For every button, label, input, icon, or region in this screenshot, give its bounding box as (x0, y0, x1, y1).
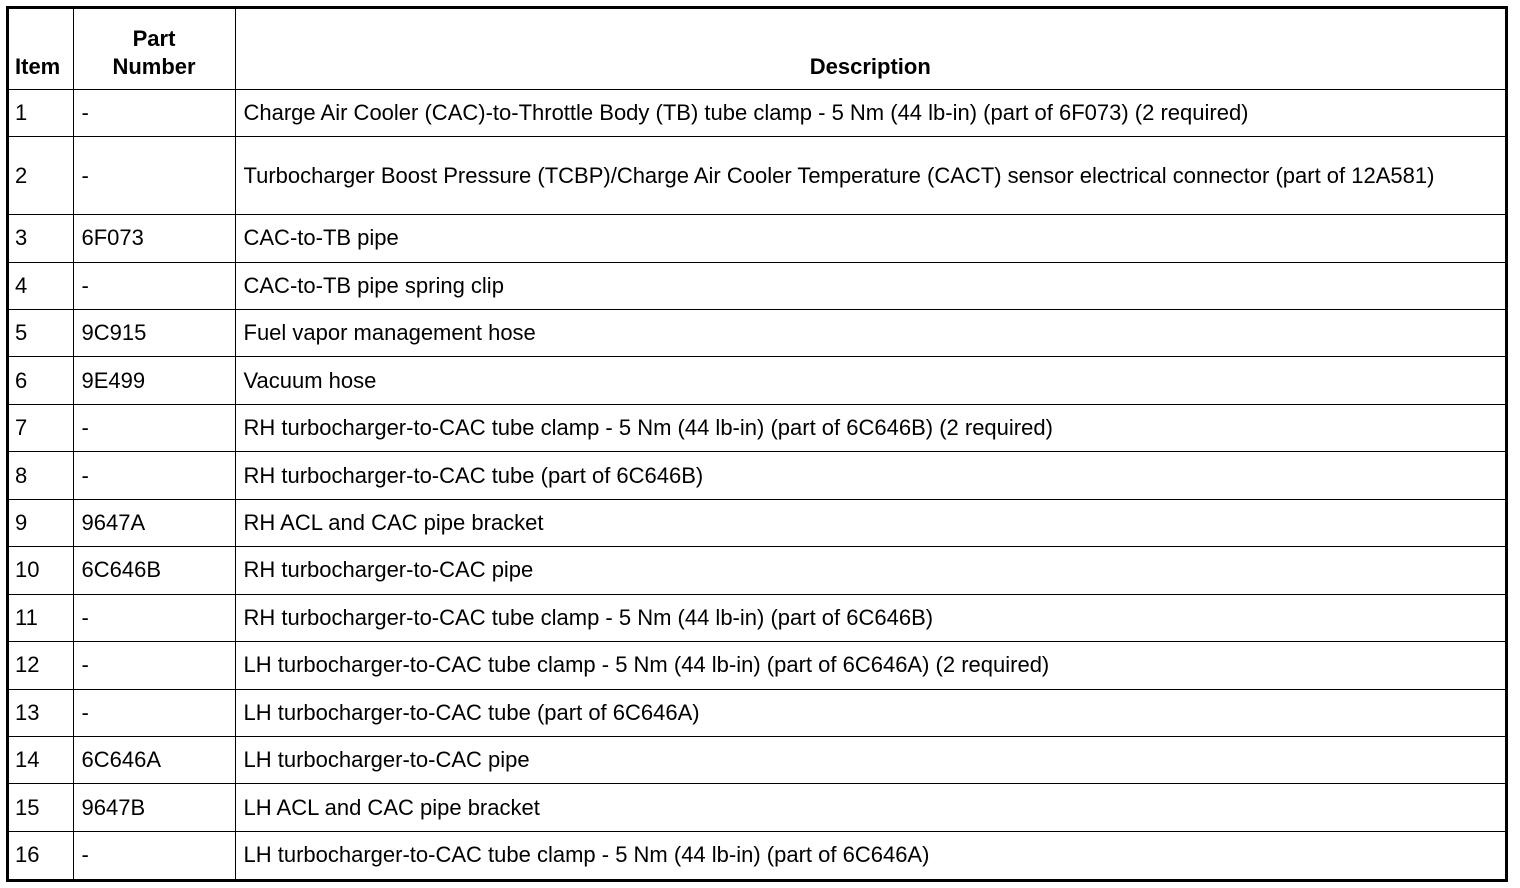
cell-part-number: - (73, 452, 235, 499)
table-row (9, 357, 1505, 404)
cell-item: 13 (9, 689, 73, 736)
cell-description: Turbocharger Boost Pressure (TCBP)/Charge Air Cooler Temperature (CACT) sensor electrical connector (part of 12A581) (235, 137, 1505, 215)
cell-part-number: 9C915 (73, 310, 235, 357)
cell-part-number: - (73, 594, 235, 641)
header-row (9, 9, 1505, 90)
parts-table (9, 9, 1505, 879)
cell-part-number: - (73, 137, 235, 215)
table-row (9, 262, 1505, 309)
cell-item: 12 (9, 642, 73, 689)
cell-part-number: - (73, 404, 235, 451)
cell-item: 15 (9, 784, 73, 831)
table-row (9, 547, 1505, 594)
table-row (9, 594, 1505, 641)
cell-description: LH ACL and CAC pipe bracket (235, 784, 1505, 831)
table-row (9, 137, 1505, 215)
cell-description: Charge Air Cooler (CAC)-to-Throttle Body (TB) tube clamp - 5 Nm (44 lb-in) (part of 6F073) (2 required) (235, 90, 1505, 137)
cell-part-number: 6C646B (73, 547, 235, 594)
cell-description: CAC-to-TB pipe (235, 215, 1505, 262)
cell-item: 4 (9, 262, 73, 309)
cell-description: CAC-to-TB pipe spring clip (235, 262, 1505, 309)
cell-item: 1 (9, 90, 73, 137)
cell-item: 16 (9, 831, 73, 879)
cell-description: RH turbocharger-to-CAC tube clamp - 5 Nm (44 lb-in) (part of 6C646B) (235, 594, 1505, 641)
cell-part-number: - (73, 90, 235, 137)
parts-table-frame (6, 6, 1508, 882)
cell-part-number: 9647B (73, 784, 235, 831)
table-row (9, 736, 1505, 783)
cell-description: LH turbocharger-to-CAC tube clamp - 5 Nm (44 lb-in) (part of 6C646A) (235, 831, 1505, 879)
table-row (9, 404, 1505, 451)
table-row (9, 784, 1505, 831)
header-description: Description (235, 9, 1505, 90)
cell-part-number: - (73, 831, 235, 879)
table-row (9, 499, 1505, 546)
cell-part-number: 6C646A (73, 736, 235, 783)
cell-item: 6 (9, 357, 73, 404)
table-row (9, 452, 1505, 499)
cell-item: 11 (9, 594, 73, 641)
table-row (9, 642, 1505, 689)
cell-part-number: 9E499 (73, 357, 235, 404)
cell-item: 2 (9, 137, 73, 215)
cell-description: RH turbocharger-to-CAC tube clamp - 5 Nm (44 lb-in) (part of 6C646B) (2 required) (235, 404, 1505, 451)
cell-description: LH turbocharger-to-CAC tube clamp - 5 Nm (44 lb-in) (part of 6C646A) (2 required) (235, 642, 1505, 689)
table-row (9, 310, 1505, 357)
header-item: Item (9, 9, 73, 90)
cell-part-number: 9647A (73, 499, 235, 546)
cell-part-number: 6F073 (73, 215, 235, 262)
cell-description: RH ACL and CAC pipe bracket (235, 499, 1505, 546)
cell-description: Vacuum hose (235, 357, 1505, 404)
table-row (9, 689, 1505, 736)
table-row (9, 90, 1505, 137)
cell-item: 3 (9, 215, 73, 262)
cell-item: 5 (9, 310, 73, 357)
table-row (9, 215, 1505, 262)
cell-description: RH turbocharger-to-CAC pipe (235, 547, 1505, 594)
cell-item: 8 (9, 452, 73, 499)
table-row (9, 831, 1505, 879)
cell-description: LH turbocharger-to-CAC pipe (235, 736, 1505, 783)
cell-item: 14 (9, 736, 73, 783)
cell-item: 7 (9, 404, 73, 451)
cell-part-number: - (73, 689, 235, 736)
cell-item: 10 (9, 547, 73, 594)
cell-description: RH turbocharger-to-CAC tube (part of 6C646B) (235, 452, 1505, 499)
cell-part-number: - (73, 642, 235, 689)
cell-description: LH turbocharger-to-CAC tube (part of 6C646A) (235, 689, 1505, 736)
cell-item: 9 (9, 499, 73, 546)
cell-part-number: - (73, 262, 235, 309)
cell-description: Fuel vapor management hose (235, 310, 1505, 357)
header-part-number: Part Number (73, 9, 235, 90)
